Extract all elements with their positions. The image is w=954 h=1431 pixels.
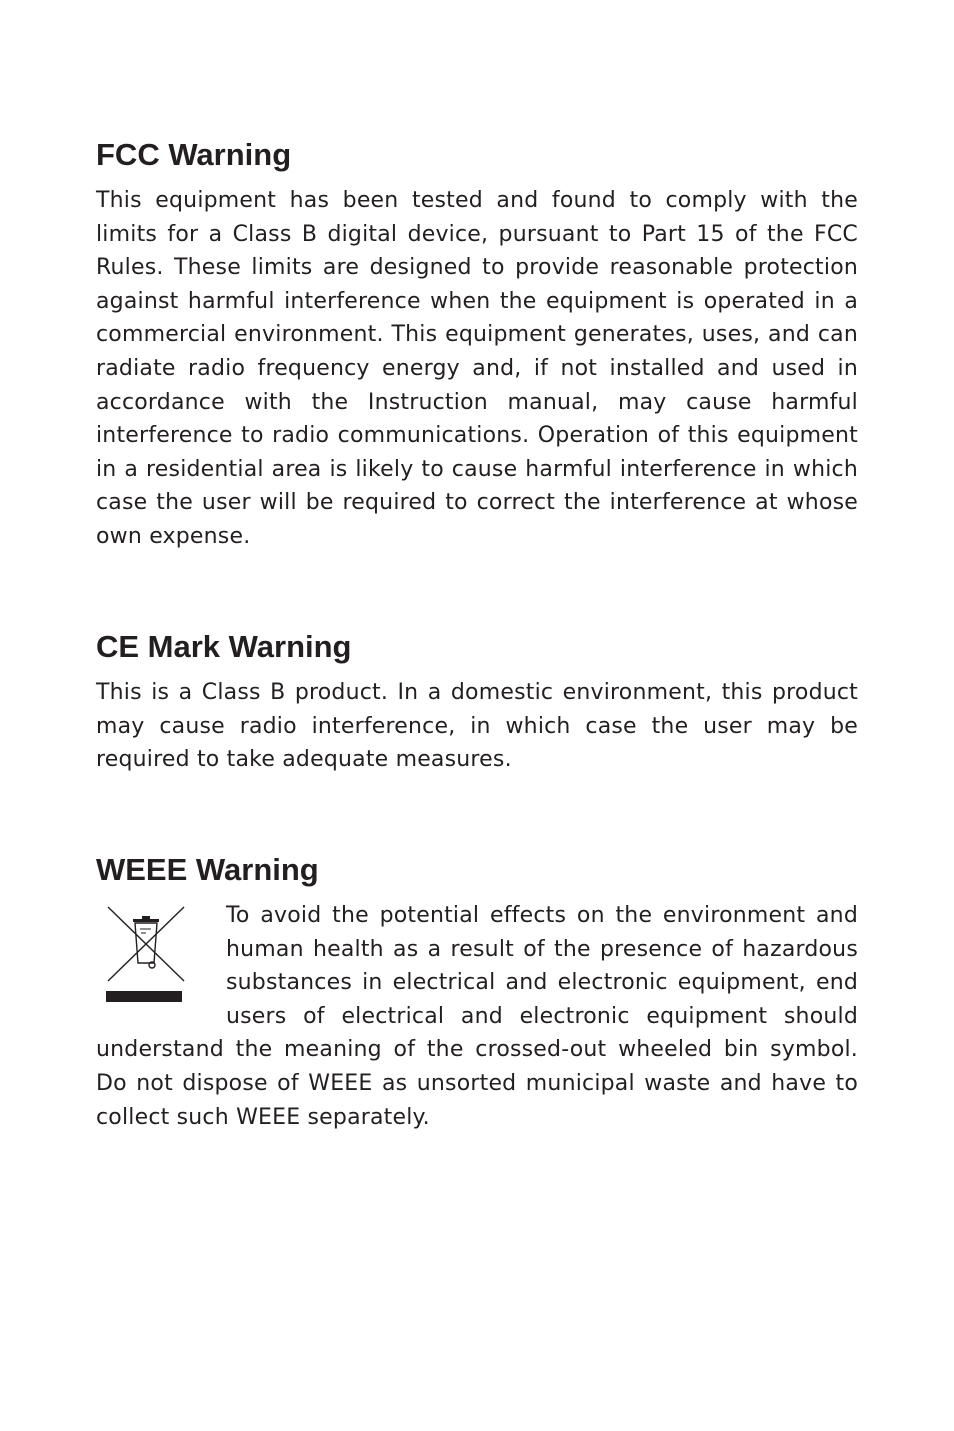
weee-warning-block [96, 899, 858, 1134]
crossed-out-wheeled-bin-icon [96, 903, 226, 1023]
fcc-warning-heading: FCC Warning [96, 137, 292, 172]
fcc-warning-text: This equipment has been tested and found to comply with the limits for a Class B digital device, pursuant to Part 15 of the FCC Rules. These limits are designed to provide reasonable protection against harmful interference when the equipment is operated in a commercial environment. This equipment generates, uses, and can radiate radio frequency energy and, if not installed and used in accordance with the Instruction manual, may cause harmful interference to radio communications. Operation of this equipment in a residential area is likely to cause harmful interference in which case the user will be required to correct the interference at whose own expense. [96, 188, 858, 549]
weee-warning-text: To avoid the potential effects on the environment and human health as a result of the presence of hazardous substances in electrical and electronic equipment, end users of electrical and electronic equipment should understand the meaning of the crossed-out wheeled bin symbol. Do not dispose of WEEE as unsorted municipal waste and have to collect such WEEE separately. [96, 903, 858, 1130]
ce-mark-warning-text: This is a Class B product. In a domestic environment, this product may cause radio interference, in which case the user may be required to take adequate measures. [96, 680, 858, 773]
weee-warning-heading: WEEE Warning [96, 852, 319, 887]
ce-mark-warning-heading: CE Mark Warning [96, 629, 352, 664]
